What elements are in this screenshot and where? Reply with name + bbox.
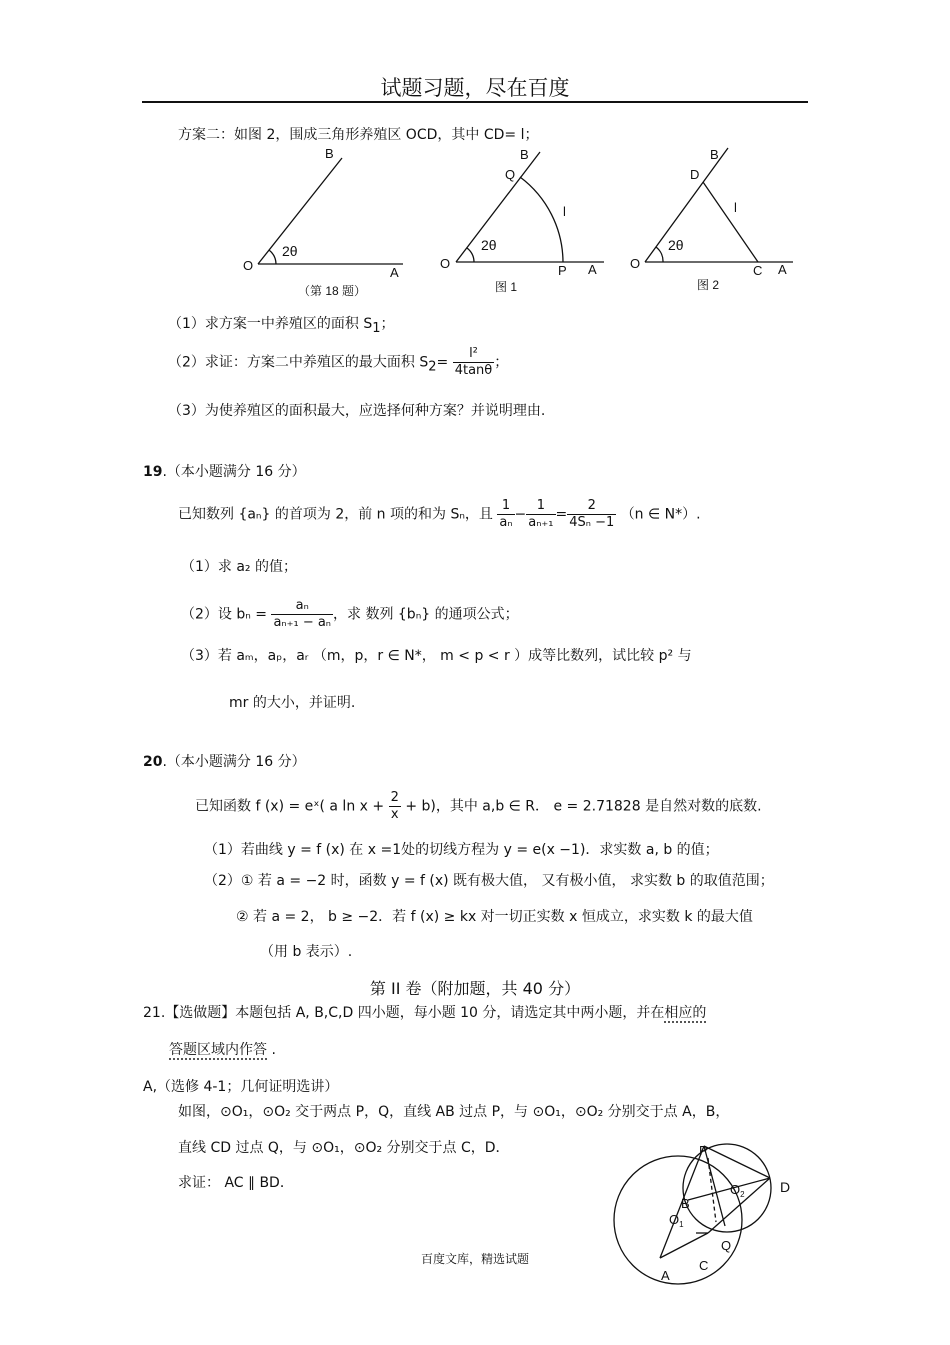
fig1-label-Q: Q: [505, 167, 516, 182]
fig1-label-A: A: [588, 262, 597, 277]
q20-part2-2: ② 若 a = 2， b ≥ −2．若 f (x) ≥ kx 对一切正实数 x 恒成立，求实数 k 的最大值: [236, 909, 753, 925]
q18-part1: （1）求方案一中养殖区的面积 $S_1$；: [168, 316, 395, 336]
fig2-label-C: C: [753, 263, 763, 278]
q19-fraction-2: $\frac{1}{\text{aₙ₊₁}}$: [528, 498, 554, 530]
fig1-angle-label: 2θ: [481, 237, 497, 253]
q21-line2: 答题区域内作答 .: [169, 1042, 276, 1058]
q19-fraction-3: $\frac{2}{\text{4Sₙ −1}}$: [569, 498, 615, 530]
q19-part3-cont: mr 的大小，并证明.: [229, 695, 356, 711]
fig21-label-O1: $O_1$: [669, 1212, 684, 1229]
fig21-label-A: A: [661, 1268, 670, 1283]
q18-part2: （2）求证：方案二中养殖区的最大面积 $S_2=$ $\frac{\text{l²}}{4\tan\theta}$ ；: [168, 346, 509, 378]
q19-heading: 19.（本小题满分 16 分）: [143, 464, 306, 480]
q21a-line2: 直线 CD 过点 Q，与 ⊙O₁，⊙O₂ 分别交于点 C，D．: [178, 1140, 510, 1156]
fig2-caption: 图 2: [697, 278, 720, 292]
figure-18: [258, 158, 403, 264]
fig21-label-P: P: [699, 1143, 708, 1158]
fig18-angle-label: 2θ: [282, 243, 298, 259]
fig18-label-O: O: [243, 258, 254, 273]
fig2-label-B: B: [710, 147, 719, 162]
q20-part2-2-cont: （用 b 表示）.: [260, 944, 353, 960]
fig21-label-B: B: [681, 1196, 690, 1211]
fig21-label-D: D: [780, 1179, 791, 1195]
fig1-label-O: O: [440, 256, 451, 271]
q21-line1: 21.【选做题】本题包括 A, B,C,D 四小题，每小题 10 分，请选定其中两小题，并在相应的: [143, 1005, 707, 1021]
fig18-label-A: A: [390, 265, 399, 280]
q19-intro: 已知数列 {aₙ} 的首项为 2，前 n 项的和为 Sₙ，且 $\frac{1}{\text{aₙ}}$ − $\frac{1}{\text{aₙ₊₁}}$ = $\frac{2}{\text{4Sₙ −1}}$ （n ∈ N*）.: [178, 498, 701, 530]
page-footer: 百度文库，精选试题: [420, 1252, 529, 1266]
fig18-label-B: B: [325, 146, 334, 161]
fig18-caption: （第 18 题）: [298, 284, 367, 298]
fig1-label-B: B: [520, 147, 529, 162]
page-header-title: 试题习题，尽在百度: [380, 76, 570, 100]
fig21-label-O2: $O_2$: [730, 1182, 745, 1199]
header-rule: [142, 101, 808, 103]
fig2-label-l: l: [734, 200, 737, 215]
q20-heading: 20.（本小题满分 16 分）: [143, 754, 306, 770]
fig2-label-D: D: [690, 167, 700, 182]
fig21-label-C: C: [699, 1258, 709, 1273]
fig1-label-l: l: [563, 204, 566, 219]
q19-bn-fraction: $\frac{\text{aₙ}}{\text{aₙ₊₁ − aₙ}}$: [273, 598, 331, 630]
q20-fraction: $\frac{2}{x}$: [390, 790, 399, 822]
fig2-label-A: A: [778, 262, 787, 277]
fig1-label-P: P: [558, 263, 567, 278]
q20-part2-1: （2）① 若 a = −2 时，函数 y = f (x) 既有极大值， 又有极小值， 求实数 b 的取值范围；: [204, 873, 774, 889]
q19-fraction-1: $\frac{1}{\text{aₙ}}$: [499, 498, 513, 530]
q18-figures: [0, 140, 950, 305]
q21a-prove: 求证： AC ∥ BD．: [178, 1175, 294, 1191]
q21a-heading: A,（选修 4-1；几何证明选讲）: [143, 1079, 339, 1095]
fig2-angle-label: 2θ: [668, 237, 684, 253]
part2-title: 第 II 卷（附加题，共 40 分）: [369, 979, 581, 998]
q18-max-area-fraction: $\frac{\text{l²}}{4\tan\theta}$: [454, 346, 493, 378]
q20-part1: （1）若曲线 y = f (x) 在 x =1处的切线方程为 y = e(x −1)．求实数 a, b 的值；: [204, 842, 719, 858]
scheme2-text: 方案二：如图 2，围成三角形养殖区 OCD，其中 CD= l；: [178, 127, 539, 143]
q21a-line1: 如图，⊙O₁，⊙O₂ 交于两点 P，Q，直线 AB 过点 P，与 ⊙O₁，⊙O₂ 分别交于点 A，B，: [178, 1104, 730, 1120]
fig1-caption: 图 1: [495, 280, 518, 294]
q20-intro: 已知函数 f (x) = eˣ( a ln x + $\frac{2}{x}$ + b)，其中 a,b ∈ R． e = 2.71828 是自然对数的底数.: [195, 790, 762, 822]
fig21-label-Q: Q: [721, 1238, 732, 1253]
fig2-label-O: O: [630, 256, 641, 271]
q19-part2: （2）设 bₙ = $\frac{\text{aₙ}}{\text{aₙ₊₁ − aₙ}}$ ，求 数列 {bₙ} 的通项公式；: [181, 598, 519, 630]
figure-1: [456, 152, 604, 262]
q18-part3: （3）为使养殖区的面积最大，应选择何种方案？并说明理由.: [168, 403, 546, 419]
q19-part3: （3）若 aₘ，aₚ，aᵣ （m，p，r ∈ N*， m < p < r ）成等比数列，试比较 p² 与: [181, 648, 692, 664]
q19-part1: （1）求 a₂ 的值；: [181, 559, 297, 575]
